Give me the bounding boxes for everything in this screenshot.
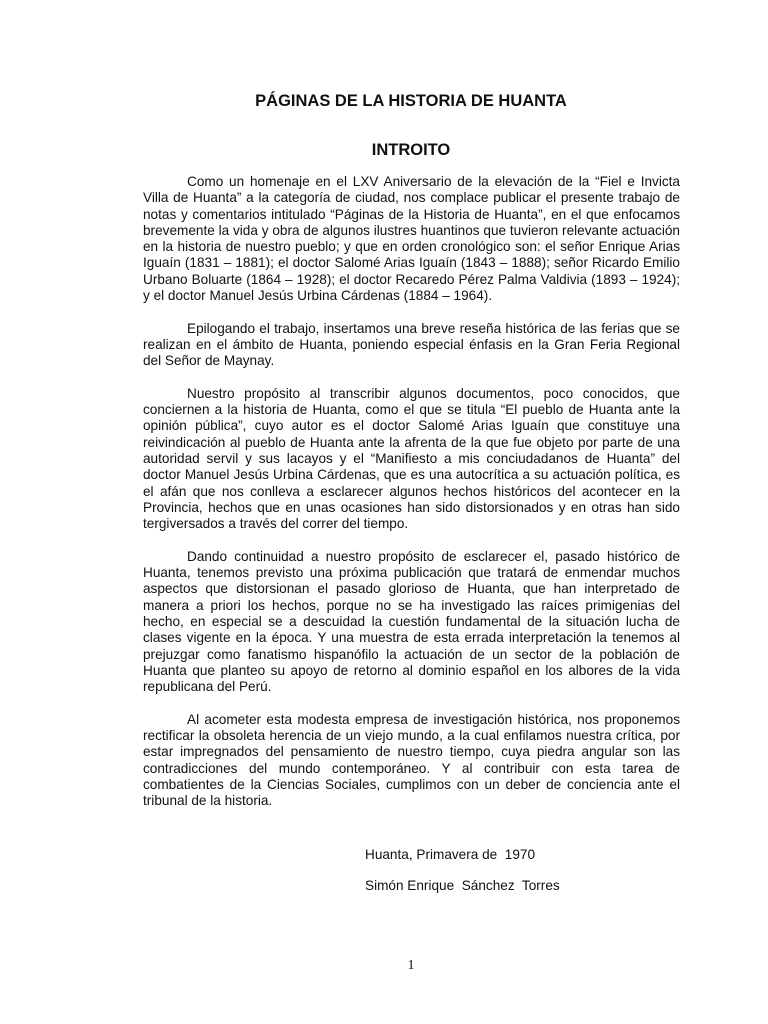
document-subtitle: INTROITO xyxy=(371,141,451,159)
paragraph: Dando continuidad a nuestro propósito de esclarecer el, pasado histórico de Huanta, tenemos previsto una próxima publicación que tratará de enmendar muchos aspectos que distorsionan el pasado glorioso de Huanta, que han interpretado de manera a priori los hechos, porque no se ha investigado las raíces primigenias del hecho, en especial se a descuidad la cuestión fundamental de la situación lucha de clases vigente en la época. Y una muestra de esta errada interpretación la tenemos al prejuzgar como fanatismo hispanófilo la actuación de un sector de la población de Huanta que planteo su apoyo de retorno al dominio español en los albores de la vida republicana del Perú. xyxy=(143,548,680,695)
document-body xyxy=(143,174,680,826)
paragraph: Como un homenaje en el LXV Aniversario de la elevación de la “Fiel e Invicta Villa de Huanta” a la categoría de ciudad, nos complace publicar el presente trabajo de notas y comentarios intitulado “Páginas de la Historia de Huanta”, en el que enfocamos brevemente la vida y obra de algunos ilustres huantinos que tuvieron relevante actuación en la historia de nuestro pueblo; y que en orden cronológico son: el señor Enrique Arias Iguaín (1831 – 1881); el doctor Salomé Arias Iguaín (1843 – 1888); señor Ricardo Emilio Urbano Boluarte (1864 – 1928); el doctor Recaredo Pérez Palma Valdivia (1893 – 1924); y el doctor Manuel Jesús Urbina Cárdenas (1884 – 1964). xyxy=(143,174,680,304)
document-title: PÁGINAS DE LA HISTORIA DE HUANTA xyxy=(255,92,567,110)
paragraph: Nuestro propósito al transcribir algunos documentos, poco conocidos, que conciernen a la historia de Huanta, como el que se titula “El pueblo de Huanta ante la opinión pública”, cuyo autor es el doctor Salomé Arias Iguaín que constituye una reivindicación al pueblo de Huanta ante la afrenta de la que fue objeto por parte de una autoridad servil y sus lacayos y el “Manifiesto a mis conciudadanos de Huanta” del doctor Manuel Jesús Urbina Cárdenas, que es una autocrítica a su actuación política, es el afán que nos conlleva a esclarecer algunos hechos históricos del acontecer en la Provincia, hechos que en unas ocasiones han sido distorsionados y en otras han sido tergiversados a través del correr del tiempo. xyxy=(143,385,680,532)
author-signature: Simón Enrique Sánchez Torres xyxy=(365,878,560,893)
page-number: 1 xyxy=(407,958,415,973)
paragraph: Al acometer esta modesta empresa de investigación histórica, nos proponemos rectificar la obsoleta herencia de un viejo mundo, a la cual enfilamos nuestra crítica, por estar impregnados del pensamiento de nuestro tiempo, cuya piedra angular son las contradicciones del mundo contemporáneo. Y al contribuir con esta tarea de combatientes de la Ciencias Sociales, cumplimos con un deber de conciencia ante el tribunal de la historia. xyxy=(143,711,680,809)
paragraph: Epilogando el trabajo, insertamos una breve reseña histórica de las ferias que se realizan en el ámbito de Huanta, poniendo especial énfasis en la Gran Feria Regional del Señor de Maynay. xyxy=(143,320,680,369)
place-date-line: Huanta, Primavera de 1970 xyxy=(365,847,536,862)
